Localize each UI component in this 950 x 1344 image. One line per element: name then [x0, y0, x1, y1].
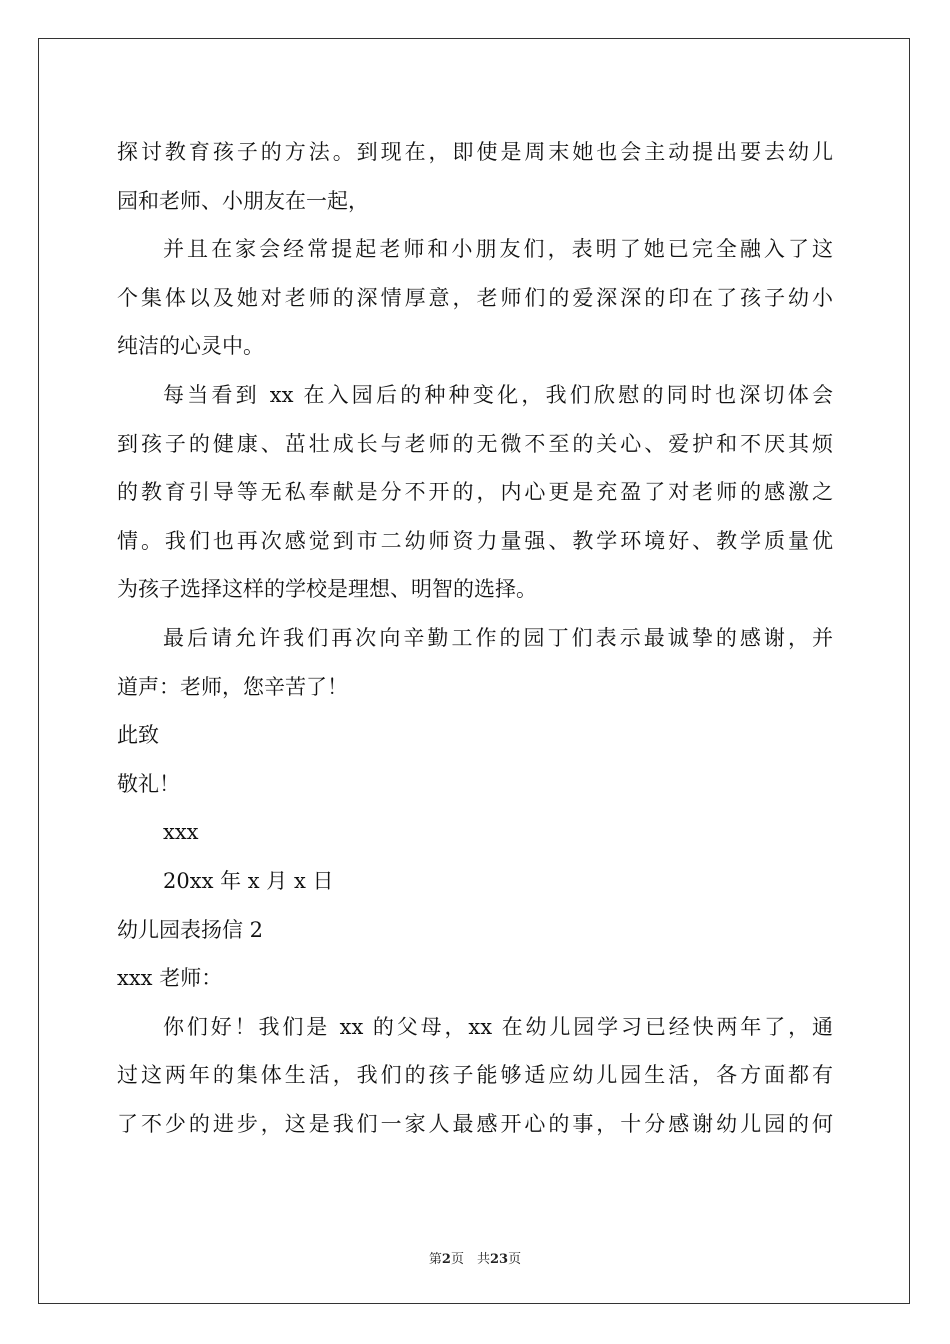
text-line: 到孩子的健康、茁壮成长与老师的无微不至的关心、爱护和不厌其烦	[117, 431, 833, 456]
signature: xxx	[163, 820, 199, 845]
page-label-suffix: 页	[508, 1252, 522, 1267]
paragraph-start-line: 并且在家会经常提起老师和小朋友们，表明了她已完全融入了这	[163, 237, 833, 262]
document-body	[117, 128, 833, 1148]
text-line: 过这两年的集体生活，我们的孩子能够适应幼儿园生活，各方面都有	[117, 1063, 833, 1088]
paragraph-start-line: 每当看到 xx 在入园后的种种变化，我们欣慰的同时也深切体会	[163, 382, 833, 407]
closing-salutation: 敬礼！	[117, 771, 180, 796]
text-line: 园和老师、小朋友在一起，	[117, 188, 369, 213]
text-line: 个集体以及她对老师的深情厚意，老师们的爱深深的印在了孩子幼小	[117, 285, 833, 310]
text-line: 了不少的进步，这是我们一家人最感开心的事，十分感谢幼儿园的何	[117, 1111, 833, 1136]
letter-greeting: xxx 老师：	[117, 966, 223, 991]
section-heading: 幼儿园表扬信 2	[117, 917, 264, 942]
page-footer	[0, 1248, 950, 1267]
text-line: 纯洁的心灵中。	[117, 334, 264, 359]
text-line: 探讨教育孩子的方法。到现在，即使是周末她也会主动提出要去幼儿	[117, 140, 833, 164]
page-label-prefix: 第	[428, 1252, 442, 1267]
text-line: 道声：老师，您辛苦了！	[117, 674, 348, 699]
paragraph-start-line: 最后请允许我们再次向辛勤工作的园丁们表示最诚挚的感谢，并	[163, 625, 833, 650]
paragraph-start-line: 你们好！我们是 xx 的父母，xx 在幼儿园学习已经快两年了，通	[163, 1014, 833, 1039]
text-line: 情。我们也再次感觉到市二幼师资力量强、教学环境好、教学质量优	[117, 528, 833, 553]
text-line: 的教育引导等无私奉献是分不开的，内心更是充盈了对老师的感激之	[117, 480, 833, 505]
date-line: 20xx 年 x 月 x 日	[163, 868, 334, 893]
closing-salutation: 此致	[117, 723, 159, 748]
text-line: 为孩子选择这样的学校是理想、明智的选择。	[117, 577, 537, 602]
page-label-mid: 页 共	[450, 1252, 490, 1267]
total-page-count: 23	[489, 1252, 509, 1267]
current-page-number: 2	[441, 1252, 451, 1267]
